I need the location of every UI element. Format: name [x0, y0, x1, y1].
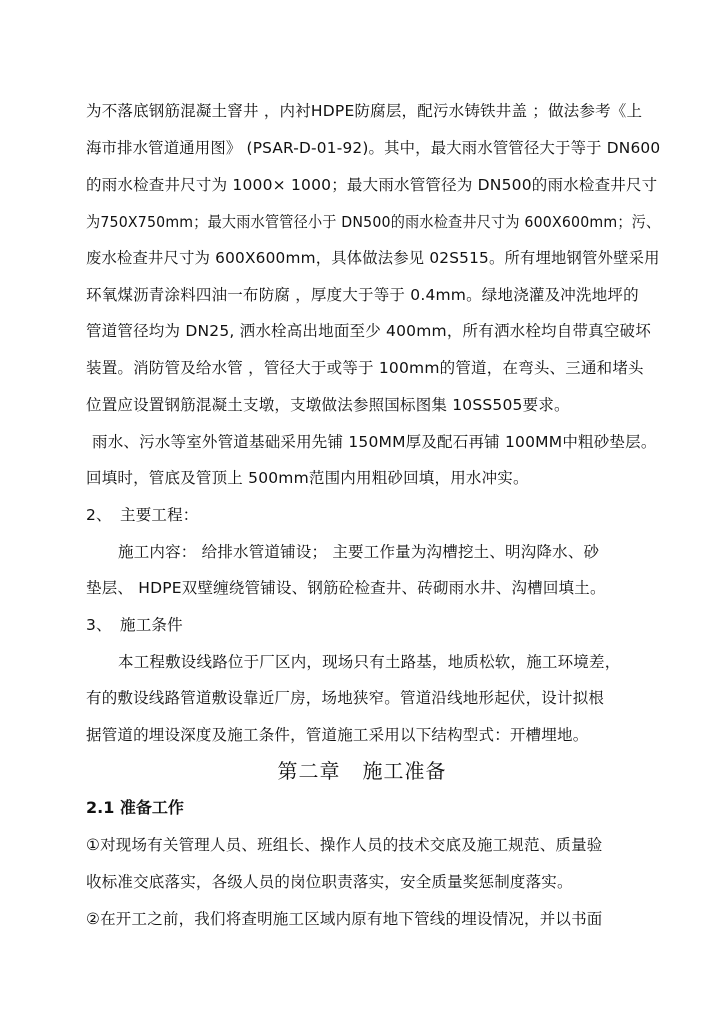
paragraph-line: 位置应设置钢筋混凝土支墩，支墩做法参照国标图集 10SS505要求。 — [86, 396, 570, 414]
section-title: 2.1 准备工作 — [86, 798, 184, 817]
paragraph-line: 雨水、污水等室外管道基础采用先铺 150MM厚及配石再铺 100MM中粗砂垫层。 — [92, 433, 657, 451]
paragraph-line: ①对现场有关管理人员、班组长、操作人员的技术交底及施工规范、质量验 — [86, 836, 603, 854]
paragraph-line: 本工程敷设线路位于厂区内，现场只有土路基，地质松软，施工环境差， — [118, 653, 621, 671]
paragraph-line: 据管道的埋设深度及施工条件，管道施工采用以下结构型式：开槽埋地。 — [86, 726, 589, 744]
item-title: 主要工程： — [120, 506, 199, 524]
paragraph-line: 为750X750mm；最大雨水管管径小于 DN500的雨水检查井尺寸为 600X600mm；污、 — [86, 213, 661, 231]
paragraph-line: 管道管径均为 DN25, 洒水栓高出地面至少 400mm，所有洒水栓均自带真空破坏 — [86, 322, 651, 340]
paragraph-line: 装置。消防管及给水管 ，管径大于或等于 100mm的管道，在弯头、三通和堵头 — [86, 359, 644, 377]
paragraph-line: 回填时，管底及管顶上 500mm范围内用粗砂回填，用水冲实。 — [86, 469, 529, 487]
paragraph-line: 海市排水管道通用图》 (PSAR-D-01-92)。其中，最大雨水管管径大于等于 DN600 — [86, 139, 661, 157]
item-number: 3、 — [86, 616, 112, 634]
paragraph-line: 为不落底钢筋混凝土窨井 ，内衬HDPE防腐层，配污水铸铁井盖 ；做法参考《上 — [86, 102, 643, 120]
item-number: 2、 — [86, 506, 112, 524]
paragraph-line: 收标准交底落实，各级人员的岗位职责落实，安全质量奖惩制度落实。 — [86, 873, 573, 891]
paragraph-line: ②在开工之前，我们将查明施工区域内原有地下管线的埋设情况，并以书面 — [86, 910, 603, 928]
paragraph-line: 有的敷设线路管道敷设靠近厂房，场地狭窄。管道沿线地形起伏，设计拟根 — [86, 689, 605, 707]
paragraph-line: 环氧煤沥青涂料四油一布防腐 ，厚度大于等于 0.4mm。绿地浇灌及冲洗地坪的 — [86, 286, 639, 304]
paragraph-line: 废水检查井尺寸为 600X600mm，具体做法参见 02S515。所有埋地钢管外壁采用 — [86, 249, 660, 267]
paragraph-line: 的雨水检查井尺寸为 1000× 1000；最大雨水管管径为 DN500的雨水检查井尺寸 — [86, 176, 658, 194]
chapter-title: 第二章 施工准备 — [277, 759, 447, 783]
item-title: 施工条件 — [120, 616, 183, 634]
paragraph-line: 垫层、 HDPE双壁缠绕管铺设、钢筋砼检查井、砖砌雨水井、沟槽回填土。 — [86, 579, 606, 597]
paragraph-line: 施工内容： 给排水管道铺设； 主要工作量为沟槽挖土、明沟降水、砂 — [118, 543, 600, 561]
